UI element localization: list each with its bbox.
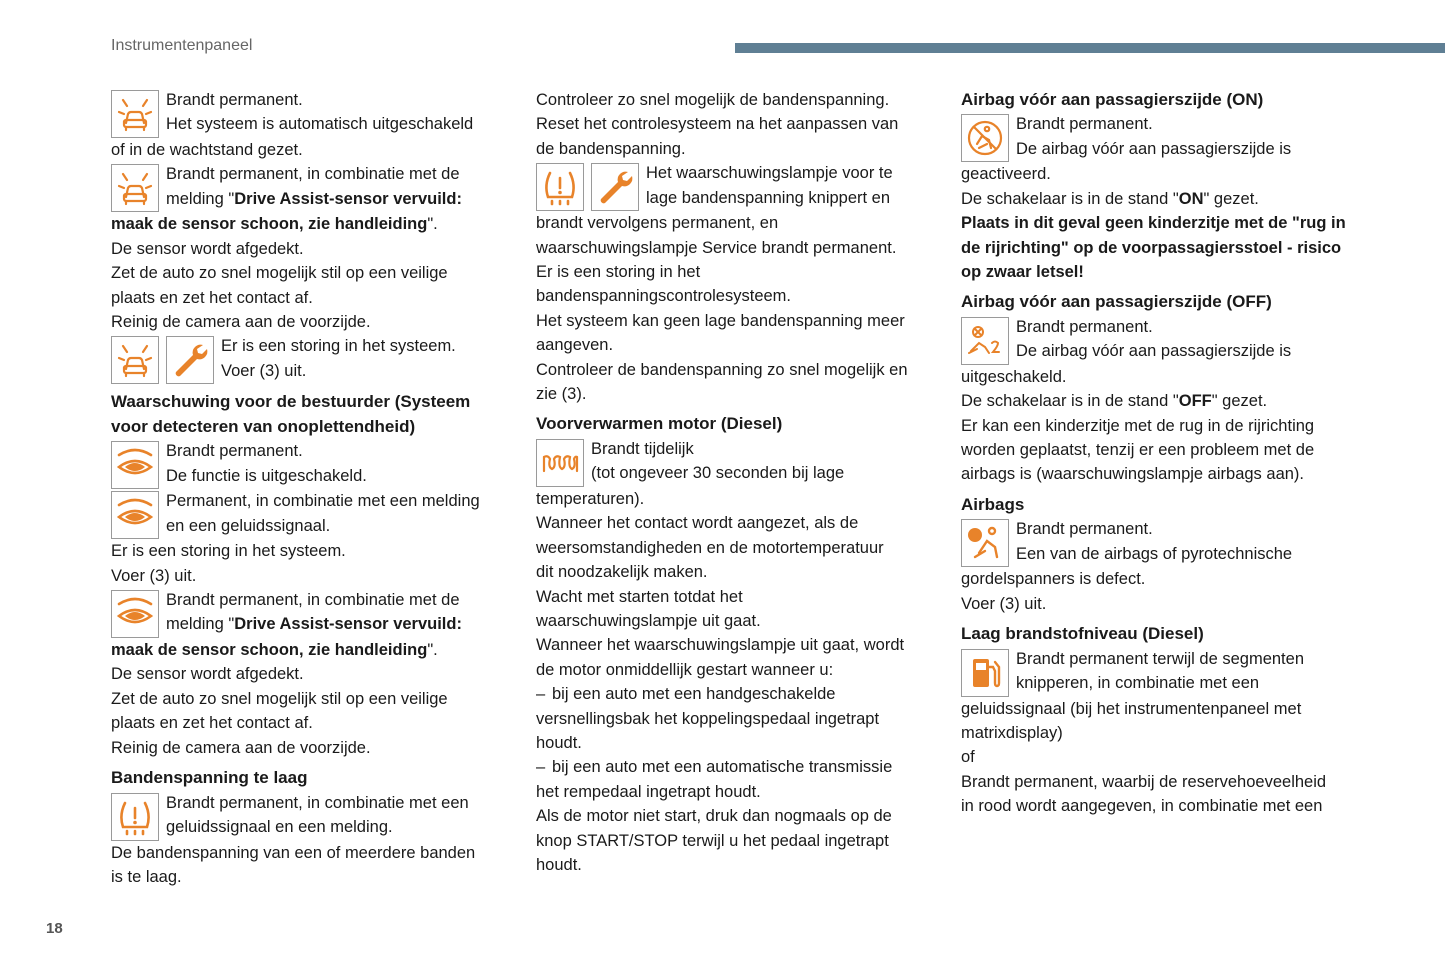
text-line: matrixdisplay) <box>961 723 1063 742</box>
text-line: de bandenspanning. <box>536 139 686 158</box>
section-heading: Waarschuwing voor de bestuurder (Systeem voor detecteren van onoplettendheid) <box>111 392 471 436</box>
bold-text: de rijrichting" op de voorpassagiersstoel - risico <box>961 238 1342 257</box>
text-line: Er kan een kinderzitje met de rug in de rijrichting <box>961 416 1315 435</box>
text-line: waarschuwingslampje uit gaat. <box>536 611 761 630</box>
text-line: Er is een storing in het systeem. <box>111 542 346 561</box>
section-heading: Laag brandstofniveau (Diesel) <box>961 624 1204 644</box>
text-line: gordelspanners is defect. <box>961 570 1146 589</box>
airbag-fault-icon <box>961 519 1009 567</box>
text-line: Als de motor niet start, druk dan nogmaals op de <box>536 807 892 826</box>
text-line: dit noodzakelijk maken. <box>536 563 708 582</box>
text-line: en een geluidssignaal. <box>166 516 331 535</box>
text-line: plaats en zet het contact af. <box>111 714 313 733</box>
text-line: of in de wachtstand gezet. <box>111 141 303 159</box>
text-line: geactiveerd. <box>961 165 1051 184</box>
car-sensor-warning-icon <box>111 336 159 384</box>
text-line <box>961 187 1356 211</box>
text-line: geluidssignaal (bij het instrumentenpaneel met <box>961 699 1302 718</box>
bold-text: OFF <box>1178 392 1212 411</box>
text-line: Reinig de camera aan de voorzijde. <box>111 313 371 332</box>
text-line: knipperen, in combinatie met een <box>1016 673 1260 692</box>
text-line: het rempedaal ingetrapt houdt. <box>536 782 761 801</box>
page-number: 18 <box>46 920 63 937</box>
dash-bullet: – <box>536 758 546 777</box>
header-title: Instrumentenpaneel <box>111 37 253 54</box>
section-heading: Airbags <box>961 494 1025 514</box>
text-span: bij een auto met een automatische transmissie <box>552 758 893 777</box>
car-sensor-warning-icon <box>111 90 159 138</box>
text-line: aangeven. <box>536 336 614 355</box>
text-line: in rood wordt aangegeven, in combinatie met een <box>961 797 1323 816</box>
text-line: Het systeem kan geen lage bandenspanning meer <box>536 311 905 330</box>
bold-text: op zwaar letsel! <box>961 263 1084 282</box>
text-line: uitgeschakeld. <box>961 367 1067 386</box>
text-line: worden geplaatst, tenzij er een probleem met de <box>961 441 1315 460</box>
driver-attention-eye-icon <box>111 491 159 539</box>
text-line: Brandt permanent. <box>1016 115 1153 134</box>
warning-line <box>961 211 1356 235</box>
wrench-service-icon <box>166 336 214 384</box>
section-heading: Bandenspanning te laag <box>111 768 308 788</box>
text-line: Brandt permanent. <box>1016 520 1153 539</box>
text-span: melding " <box>166 189 235 208</box>
text-span: bij een auto met een handgeschakelde <box>552 685 836 704</box>
text-line: Voer (3) uit. <box>221 361 307 380</box>
section-heading: Airbag vóór aan passagierszijde (ON) <box>961 90 1264 109</box>
text-line: bandenspanningscontrolesysteem. <box>536 287 792 306</box>
text-line: Brandt permanent. <box>166 91 303 109</box>
text-line: Brandt permanent. <box>1016 317 1153 336</box>
header-accent-bar <box>735 43 1445 53</box>
text-line: lage bandenspanning knippert en <box>646 188 891 207</box>
text-line: temperaturen). <box>536 489 645 508</box>
text-span: " gezet. <box>1203 189 1259 208</box>
text-line: De bandenspanning van een of meerdere banden <box>111 843 476 862</box>
column-1 <box>111 88 506 889</box>
text-line: Brandt permanent, waarbij de reservehoeveelheid <box>961 772 1327 791</box>
text-line: Controleer de bandenspanning zo snel mogelijk en <box>536 360 908 379</box>
text-line: Er is een storing in het systeem. <box>221 337 456 356</box>
text-line: De sensor wordt afgedekt. <box>111 665 304 684</box>
glow-plug-icon <box>536 439 584 487</box>
text-line: is te laag. <box>111 867 182 886</box>
text-line: Het waarschuwingslampje voor te <box>646 164 893 183</box>
driver-attention-eye-icon <box>111 441 159 489</box>
section-heading: Airbag vóór aan passagierszijde (OFF) <box>961 292 1272 312</box>
text-line: brandt vervolgens permanent, en <box>536 214 779 233</box>
bold-text: Drive Assist-sensor vervuild: <box>234 189 462 208</box>
text-line: Een van de airbags of pyrotechnische <box>1016 544 1293 563</box>
text-line: of <box>961 748 975 767</box>
text-span: ". <box>427 641 438 660</box>
text-line: De airbag vóór aan passagierszijde is <box>1016 139 1292 158</box>
passenger-airbag-on-icon <box>961 114 1009 162</box>
text-line: plaats en zet het contact af. <box>111 288 313 307</box>
fuel-pump-icon <box>961 649 1009 697</box>
text-line: Voer (3) uit. <box>111 566 197 585</box>
tyre-pressure-icon <box>111 793 159 841</box>
wrench-service-icon <box>591 163 639 211</box>
text-line: zie (3). <box>536 385 587 404</box>
text-line: geluidssignaal en een melding. <box>166 817 393 836</box>
text-line: Voer (3) uit. <box>961 594 1047 613</box>
text-line: de motor onmiddellijk gestart wanneer u: <box>536 660 834 679</box>
column-2 <box>536 88 931 877</box>
bold-text: ON <box>1178 189 1204 208</box>
text-line: Wanneer het contact wordt aangezet, als de <box>536 514 859 533</box>
car-sensor-warning-icon <box>111 164 159 212</box>
text-line: Reinig de camera aan de voorzijde. <box>111 738 371 757</box>
text-line <box>111 612 506 636</box>
text-line: Brandt permanent, in combinatie met de <box>166 591 460 610</box>
text-line: airbags is (waarschuwingslampje airbags aan). <box>961 465 1304 484</box>
text-line: Wacht met starten totdat het <box>536 587 743 606</box>
text-line: De airbag vóór aan passagierszijde is <box>1016 342 1292 361</box>
text-line: Zet de auto zo snel mogelijk stil op een veilige <box>111 264 448 283</box>
text-line <box>111 638 506 662</box>
warning-line <box>961 260 1356 284</box>
text-line: Brandt permanent, in combinatie met een <box>166 793 469 812</box>
text-span: ". <box>427 215 438 234</box>
bold-text: Drive Assist-sensor vervuild: <box>234 615 462 634</box>
column-3 <box>961 88 1356 819</box>
warning-line <box>961 236 1356 260</box>
text-line <box>536 682 931 706</box>
passenger-airbag-off-icon <box>961 317 1009 365</box>
text-line: Brandt permanent terwijl de segmenten <box>1016 649 1304 668</box>
bold-text: maak de sensor schoon, zie handleiding <box>111 215 428 234</box>
bold-text: Plaats in dit geval geen kinderzitje met de "rug in <box>961 214 1346 233</box>
text-line: houdt. <box>536 855 582 874</box>
text-line: versnellingsbak het koppelingspedaal ingetrapt <box>536 709 880 728</box>
text-line: Reset het controlesysteem na het aanpassen van <box>536 115 899 134</box>
text-line <box>961 389 1356 413</box>
text-line: Permanent, in combinatie met een melding <box>166 492 480 511</box>
text-line <box>536 755 931 779</box>
text-span: De schakelaar is in de stand " <box>961 392 1179 411</box>
text-line: waarschuwingslampje Service brandt permanent. <box>536 238 897 257</box>
text-line: Zet de auto zo snel mogelijk stil op een veilige <box>111 689 448 708</box>
tyre-pressure-icon <box>536 163 584 211</box>
text-line: Wanneer het waarschuwingslampje uit gaat, wordt <box>536 636 905 655</box>
dash-bullet: – <box>536 685 546 704</box>
text-line: Brandt permanent. <box>166 442 303 461</box>
driver-attention-eye-icon <box>111 590 159 638</box>
text-line: Er is een storing in het <box>536 263 701 282</box>
text-line: Controleer zo snel mogelijk de bandenspanning. <box>536 91 890 109</box>
section-heading: Voorverwarmen motor (Diesel) <box>536 414 783 434</box>
text-line: knop START/STOP terwijl u het pedaal ingetrapt <box>536 831 889 850</box>
text-span: melding " <box>166 615 235 634</box>
text-line: De functie is uitgeschakeld. <box>166 466 367 485</box>
text-line: weersomstandigheden en de motortemperatuur <box>536 538 884 557</box>
text-line: De sensor wordt afgedekt. <box>111 239 304 258</box>
text-line: (tot ongeveer 30 seconden bij lage <box>591 464 845 483</box>
text-line: Brandt tijdelijk <box>591 439 694 458</box>
bold-text: maak de sensor schoon, zie handleiding <box>111 641 428 660</box>
text-span: De schakelaar is in de stand " <box>961 189 1179 208</box>
text-line: Het systeem is automatisch uitgeschakeld <box>166 115 474 134</box>
text-line: Brandt permanent, in combinatie met de <box>166 165 460 184</box>
text-line <box>111 212 506 236</box>
text-span: " gezet. <box>1211 392 1268 411</box>
text-line <box>111 187 506 211</box>
text-line: houdt. <box>536 733 582 752</box>
